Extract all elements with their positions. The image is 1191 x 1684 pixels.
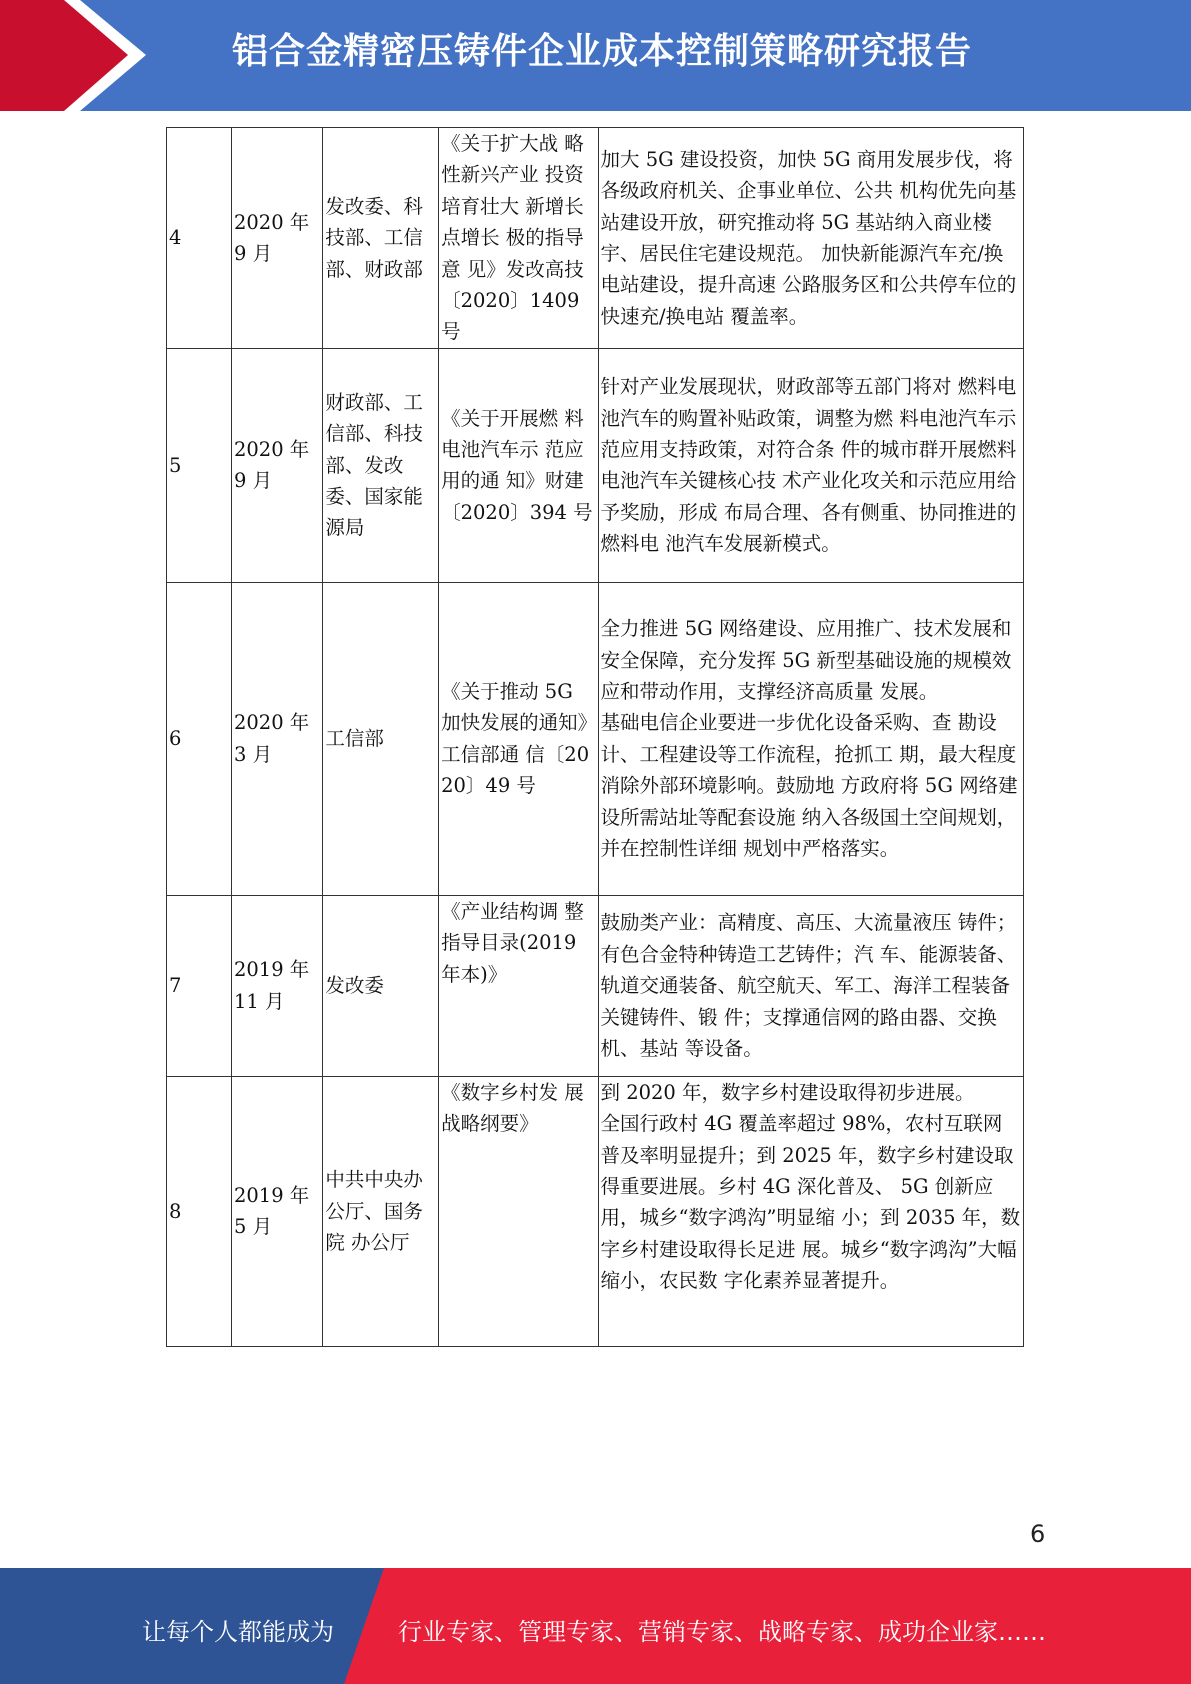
footer-slogan-right: 行业专家、管理专家、营销专家、战略专家、成功企业家…… [398,1618,1046,1646]
content-paragraph: 到 2020 年，数字乡村建设取得初步进展。 [600,1080,975,1104]
row-department: 财政部、工信部、科技部、发改委、国家能源局 [323,348,439,582]
policy-table [166,127,1024,1347]
report-title: 铝合金精密压铸件企业成本控制策略研究报告 [232,31,973,72]
page-footer [0,1568,1191,1684]
row-document: 《关于扩大战 略性新兴产业 投资培育壮大 新增长点增长 极的指导意 见》发改高技〔2020〕1409 号 [439,128,598,349]
row-content: 针对产业发展现状，财政部等五部门将对 燃料电池汽车的购置补贴政策，调整为燃 料电池汽车示范应用支持政策，对符合条 件的城市群开展燃料电池汽车关键核心技 术产业化攻关和示范应用给予奖励，形成 布局合理、各有侧重、协同推进的燃料电 池汽车发展新模式。 [598,348,1023,582]
header-arrow-decoration [0,0,148,111]
row-date: 2020 年 9 月 [231,348,322,582]
row-department: 发改委 [323,895,439,1076]
row-number: 5 [167,348,232,582]
row-department: 发改委、科技部、工信部、财政部 [323,128,439,349]
row-date: 2019 年 11 月 [231,895,322,1076]
row-document: 《产业结构调 整指导目录(2019 年本)》 [439,895,598,1076]
row-department: 工信部 [323,582,439,895]
row-department: 中共中央办公厅、国务院 办公厅 [323,1076,439,1346]
row-date: 2020 年 3 月 [231,582,322,895]
row-content: 加大 5G 建设投资，加快 5G 商用发展步伐，将各级政府机关、企事业单位、公共 机构优先向基站建设开放，研究推动将 5G 基站纳入商业楼宇、居民住宅建设规范。 加快新能源汽车充/换电站建设，提升高速 公路服务区和公共停车位的快速充/换电站 覆盖率。 [598,128,1023,349]
row-document: 《数字乡村发 展战略纲要》 [439,1076,598,1346]
row-document: 《关于开展燃 料电池汽车示 范应用的通 知》财建〔2020〕394 号 [439,348,598,582]
row-content: 鼓励类产业：高精度、高压、大流量液压 铸件；有色合金特种铸造工艺铸件；汽 车、能源装备、轨道交通装备、航空航天、军工、海洋工程装备关键铸件、锻 件；支撑通信网的路由器、交换机、基站 等设备。 [598,895,1023,1076]
page-header [0,0,1191,111]
row-content [598,1076,1023,1346]
row-date: 2020 年 9 月 [231,128,322,349]
table-row [167,128,1024,349]
page-number: 6 [1030,1520,1046,1548]
content-paragraph: 全国行政村 4G 覆盖率超过 98%，农村互联网普及率明显提升；到 2025 年，数字乡村建设取得重要进展。乡村 4G 深化普及、 5G 创新应用，城乡“数字鸿沟”明显缩 小；到 2035 年，数字乡村建设取得长足进 展。城乡“数字鸿沟”大幅缩小，农民数 字化素养显著提升。 [600,1112,1021,1293]
row-content [598,582,1023,895]
row-date: 2019 年 5 月 [231,1076,322,1346]
table-row [167,1076,1024,1346]
row-number: 7 [167,895,232,1076]
footer-slogan-left: 让每个人都能成为 [142,1618,334,1646]
content-paragraph: 全力推进 5G 网络建设、应用推广、技术发展和安全保障，充分发挥 5G 新型基础设施的规模效应和带动作用，支撑经济高质量 发展。 [600,617,1012,704]
row-document: 《关于推动 5G 加快发展的通知》工信部通 信〔2020〕49 号 [439,582,598,895]
row-number: 6 [167,582,232,895]
row-number: 8 [167,1076,232,1346]
table-row [167,582,1024,895]
row-number: 4 [167,128,232,349]
content-paragraph: 基础电信企业要进一步优化设备采购、查 勘设计、工程建设等工作流程，抢抓工 期，最大程度消除外部环境影响。鼓励地 方政府将 5G 网络建设所需站址等配套设施 纳入各级国土空间规划，并在控制性详细 规划中严格落实。 [600,711,1018,861]
table-row [167,895,1024,1076]
table-row [167,348,1024,582]
